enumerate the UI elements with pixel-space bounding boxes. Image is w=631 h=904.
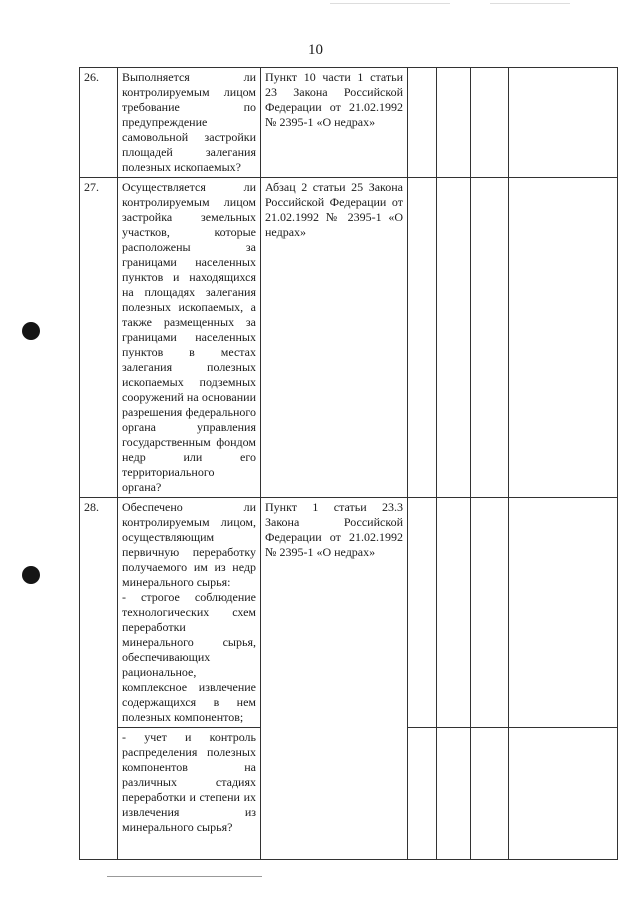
note-cell[interactable] (509, 178, 618, 498)
note-cell[interactable] (509, 68, 618, 178)
scan-artifact-line (330, 3, 450, 4)
question-cell: Выполняется ли контролируемым лицом требование по предупреждение самовольной застройки площадей залегания полезных ископаемых? (118, 68, 261, 178)
answer-cell-yes[interactable] (408, 68, 437, 178)
answer-cell-na[interactable] (471, 68, 509, 178)
table-row (80, 498, 618, 728)
legal-reference-cell: Абзац 2 статьи 25 Закона Российской Федерации от 21.02.1992 № 2395-1 «О недрах» (261, 178, 408, 498)
legal-reference-cell: Пункт 10 части 1 статьи 23 Закона Российской Федерации от 21.02.1992 № 2395-1 «О недрах» (261, 68, 408, 178)
question-cell: - учет и контроль распределения полезных компонентов на различных стадиях переработки и степени их извлечения из минерального сырья? (118, 728, 261, 860)
answer-cell-na[interactable] (471, 498, 509, 728)
answer-cell-no[interactable] (437, 178, 471, 498)
answer-cell-yes[interactable] (408, 728, 437, 860)
page-number: 10 (308, 42, 323, 58)
note-cell[interactable] (509, 728, 618, 860)
punch-hole (22, 322, 40, 340)
answer-cell-yes[interactable] (408, 178, 437, 498)
note-cell[interactable] (509, 498, 618, 728)
answer-cell-no[interactable] (437, 68, 471, 178)
question-cell: Обеспечено ли контролируемым лицом, осуществляющим первичную переработку получаемого им из недр минерального сырья: - строгое соблюдение технологических схем переработки минерального сырья, обеспечивающих рациональное, комплексное извлечение содержащихся в нем полезных компонентов; (118, 498, 261, 728)
answer-cell-no[interactable] (437, 728, 471, 860)
question-cell: Осуществляется ли контролируемым лицом застройка земельных участков, которые расположены за границами населенных пунктов и находящихся на площадях залегания полезных ископаемых, а также размещенных за границами населенных пунктов в местах залегания полезных ископаемых подземных сооружений на основании разрешения федерального органа управления государственным фондом недр или его территориального органа? (118, 178, 261, 498)
table-row (80, 68, 618, 178)
row-number: 27. (80, 178, 118, 498)
scan-artifact-line (490, 3, 570, 4)
answer-cell-na[interactable] (471, 178, 509, 498)
row-number: 26. (80, 68, 118, 178)
punch-hole (22, 566, 40, 584)
table-row (80, 178, 618, 498)
scan-artifact-line (107, 876, 262, 877)
answer-cell-yes[interactable] (408, 498, 437, 728)
checklist-table (79, 67, 618, 860)
answer-cell-na[interactable] (471, 728, 509, 860)
row-number: 28. (80, 498, 118, 860)
answer-cell-no[interactable] (437, 498, 471, 728)
legal-reference-cell: Пункт 1 статьи 23.3 Закона Российской Федерации от 21.02.1992 № 2395-1 «О недрах» (261, 498, 408, 860)
